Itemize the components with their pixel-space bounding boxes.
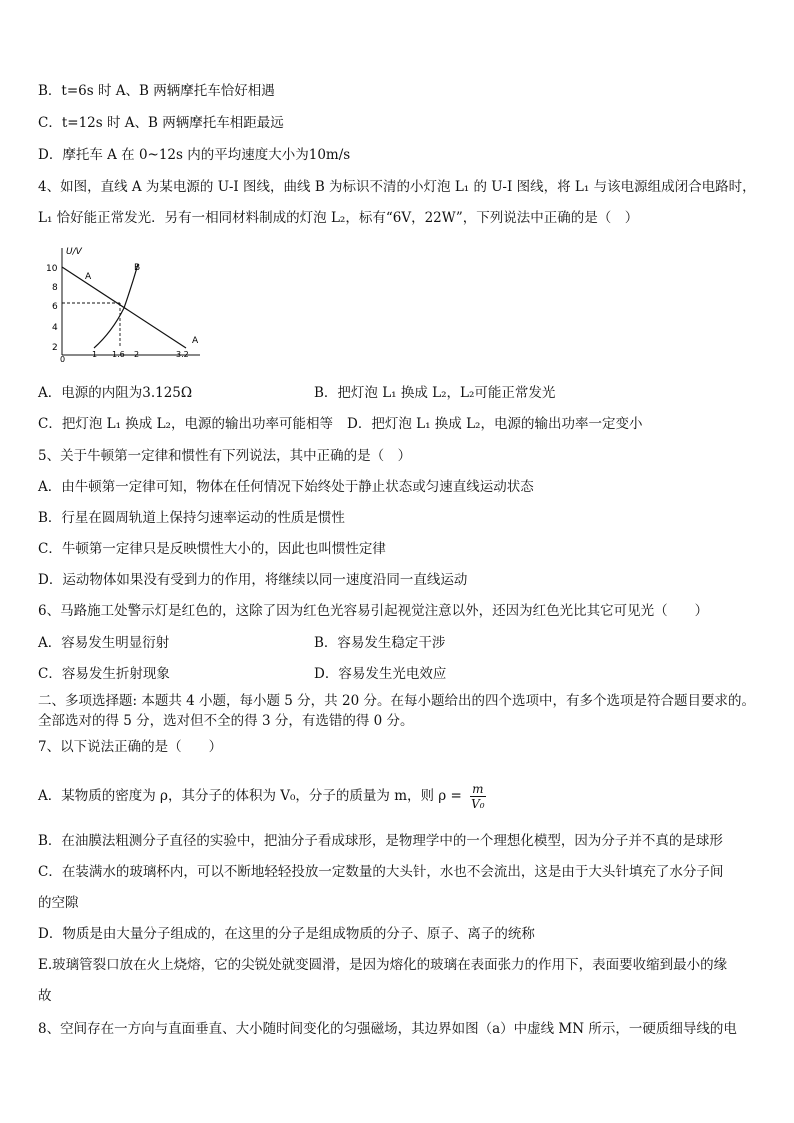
q4-stem-line2: L₁ 恰好能正常发光．另有一相同材料制成的灯泡 L₂，标有“6V，22W”，下列说法中正确的是（ ） (38, 210, 639, 226)
q3-option-d: D．摩托车 A 在 0~12s 内的平均速度大小为10m/s (38, 147, 351, 163)
x-tick-1-6: 1.6 (112, 350, 125, 359)
x-tick-3-2: 3.2 (176, 350, 189, 359)
q5-option-c: C．牛顿第一定律只是反映惯性大小的，因此也叫惯性定律 (38, 541, 386, 557)
x-tick-0: 0 (60, 355, 66, 364)
q7-option-b: B．在油膜法粗测分子直径的实验中，把油分子看成球形，是物理学中的一个理想化模型，因为分子并不真的是球形 (38, 833, 723, 849)
q4-stem-line1: 4、如图，直线 A 为某电源的 U-I 图线，曲线 B 为标识不清的小灯泡 L₁ 的 U-I 图线，将 L₁ 与该电源组成闭合电路时， (38, 179, 756, 195)
y-tick-2: 2 (52, 343, 58, 353)
q7-option-c-line1: C．在装满水的玻璃杯内，可以不断地轻轻投放一定数量的大头针，水也不会流出，这是由于大头针填充了水分子间 (38, 864, 724, 880)
y-tick-4: 4 (52, 323, 58, 333)
section2-line1: 二、多项选择题: 本题共 4 小题，每小题 5 分，共 20 分。在每小题给出的四个选项中，有多个选项是符合题目要求的。 (38, 693, 755, 709)
q7-option-d: D．物质是由大量分子组成的，在这里的分子是组成物质的分子、原子、离子的统称 (38, 926, 535, 942)
x-tick-2: 2 (134, 350, 140, 359)
q6-option-d: D．容易发生光电效应 (314, 666, 447, 682)
curve-b (94, 263, 141, 348)
q7-option-a (38, 778, 486, 814)
q7-option-c-line2: 的空隙 (38, 895, 79, 911)
y-tick-8: 8 (52, 283, 58, 293)
q6-option-b: B．容易发生稳定干涉 (314, 635, 446, 651)
q7-option-e-line1: E.玻璃管裂口放在火上烧熔，它的尖锐处就变圆滑，是因为熔化的玻璃在表面张力的作用下，表面要收缩到最小的缘 (38, 957, 728, 973)
fraction-denominator: V₀ (471, 797, 485, 811)
ui-graph (40, 240, 220, 365)
label-a: A (85, 272, 92, 282)
y-axis-label: U/V (66, 247, 82, 257)
label-a-end: A (192, 336, 199, 346)
q6-option-a: A．容易发生明显衍射 (38, 635, 170, 651)
section2-line2: 全部选对的得 5 分，选对但不全的得 3 分，有选错的得 0 分。 (38, 713, 414, 729)
q4-option-d: D．把灯泡 L₁ 换成 L₂，电源的输出功率一定变小 (347, 416, 643, 432)
q6-option-c: C．容易发生折射现象 (38, 666, 170, 682)
q8-stem: 8、空间存在一方向与直面垂直、大小随时间变化的匀强磁场，其边界如图（a）中虚线 MN 所示，一硬质细导线的电 (38, 1021, 737, 1037)
q3-option-b: B．t=6s 时 A、B 两辆摩托车恰好相遇 (38, 83, 275, 99)
q3-option-c: C．t=12s 时 A、B 两辆摩托车相距最远 (38, 115, 284, 131)
q5-option-a: A．由牛顿第一定律可知，物体在任何情况下始终处于静止状态或匀速直线运动状态 (38, 479, 534, 495)
q7-stem: 7、以下说法正确的是（ ） (38, 739, 223, 755)
x-tick-1: 1 (92, 350, 98, 359)
q5-option-b: B．行星在圆周轨道上保持匀速率运动的性质是惯性 (38, 510, 345, 526)
q7-option-e-line2: 故 (38, 988, 52, 1004)
q5-option-d: D．运动物体如果没有受到力的作用，将继续以同一速度沿同一直线运动 (38, 572, 468, 588)
q5-stem: 5、关于牛顿第一定律和惯性有下列说法，其中正确的是（ ） (38, 448, 412, 464)
q4-option-c: C．把灯泡 L₁ 换成 L₂，电源的输出功率可能相等 (38, 416, 333, 432)
density-fraction (470, 782, 485, 811)
fraction-numerator: m (472, 782, 484, 796)
y-tick-10: 10 (46, 264, 58, 274)
q7-option-a-text: A．某物质的密度为 ρ，其分子的体积为 V₀，分子的质量为 m，则 ρ = (38, 788, 462, 804)
label-b: B (134, 263, 141, 273)
q4-option-a: A．电源的内阻为3.125Ω (38, 385, 193, 401)
y-tick-6: 6 (52, 302, 58, 312)
q4-option-b: B．把灯泡 L₁ 换成 L₂，L₂可能正常发光 (314, 385, 556, 401)
q6-stem: 6、马路施工处警示灯是红色的，这除了因为红色光容易引起视觉注意以外，还因为红色光比其它可见光（ ） (38, 603, 709, 619)
